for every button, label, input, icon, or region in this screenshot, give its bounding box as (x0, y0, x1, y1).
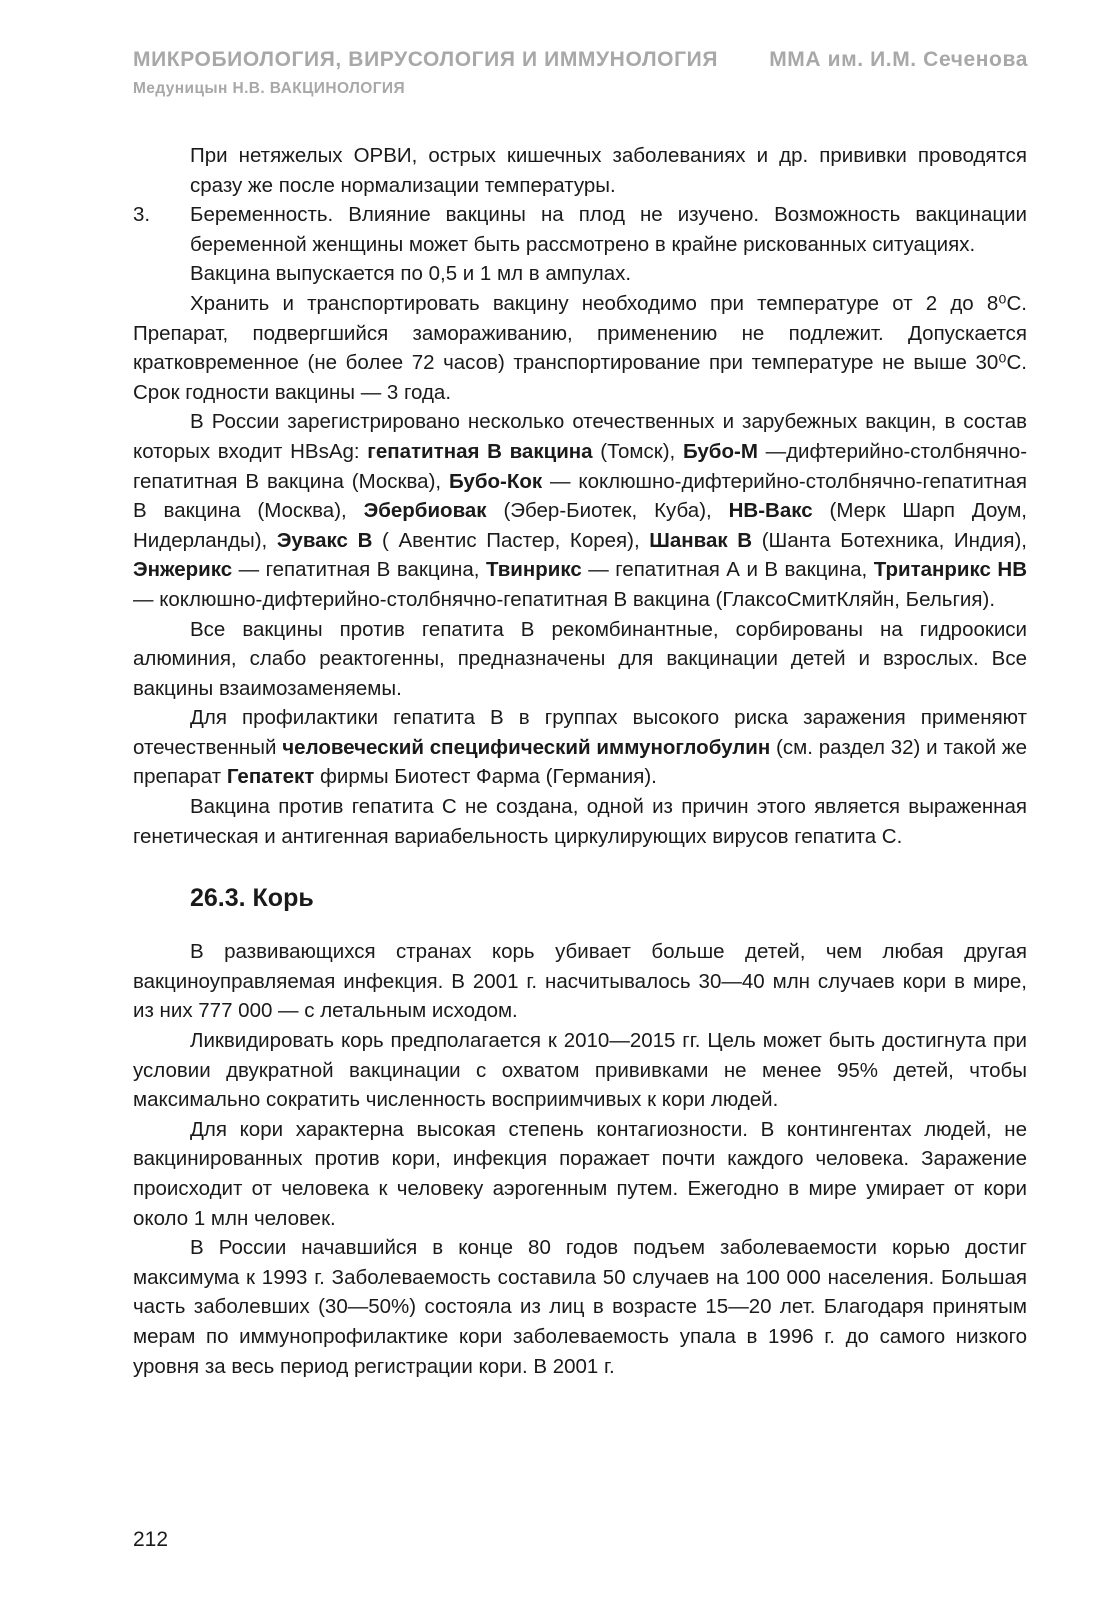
vaccine-name: Шанвак В (649, 528, 753, 552)
running-header (133, 48, 1028, 72)
paragraph-measles-4: В России начавшийся в конце 80 годов подъем заболеваемости корью достиг максимума к 1993 г. Заболеваемость составила 50 случаев на 100 000 населения. Большая часть заболевших (30—50%) состояла из лиц в возрасте 15—20 лет. Благодаря принятым мерам по иммунопрофилактике кори заболеваемость упала в 1996 г. до самого низкого уровня за весь период регистрации кори. В 2001 г. (133, 1236, 1027, 1378)
paragraph-storage: Хранить и транспортировать вакцину необходимо при температуре от 2 до 8⁰С. Препарат, подвергшийся замораживанию, применению не подлежит. Допускается кратковременное (не более 72 часов) транспортирование при температуре не выше 30⁰С. Срок годности вакцины — 3 года. (133, 291, 1027, 404)
header-institution: ММА им. И.М. Сеченова (769, 48, 1028, 71)
list-item-3 (133, 200, 1027, 259)
header-book-title: МИКРОБИОЛОГИЯ, ВИРУСОЛОГИЯ И ИММУНОЛОГИЯ (133, 48, 719, 71)
paragraph-measles-1: В развивающихся странах корь убивает больше детей, чем любая другая вакциноуправляемая инфекция. В 2001 г. насчитывалось 30—40 млн случаев кори в мире, из них 777 000 — с летальным исходом. (133, 940, 1027, 1023)
vaccine-name: НВ-Вакс (728, 499, 813, 523)
vaccine-name: Бубо-М (682, 439, 758, 463)
drug-name: человеческий специфический иммуноглобулин (282, 735, 771, 759)
vaccine-name: Твинрикс (485, 558, 582, 582)
paragraph-prophylaxis: Для профилактики гепатита В в группах высокого риска заражения применяют отечественный человеческий специфический иммуноглобулин (см. раздел 32) и такой же препарат Гепатект фирмы Биотест Фарма (Германия). (133, 706, 1027, 789)
list-item-text: Беременность. Влияние вакцины на плод не изучено. Возможность вакцинации беременной женщины может быть рассмотрено в крайне рискованных ситуациях. (190, 203, 1027, 256)
header-subtitle: Медуницын Н.В. ВАКЦИНОЛОГИЯ (133, 80, 406, 97)
paragraph-hepatitis-c: Вакцина против гепатита С не создана, одной из причин этого является выраженная генетическая и антигенная вариабельность циркулирующих вирусов гепатита С. (133, 795, 1027, 848)
vaccine-name: Энжерикс (133, 558, 233, 582)
paragraph-measles-2: Ликвидировать корь предполагается к 2010—2015 гг. Цель может быть достигнута при условии двукратной вакцинации с охватом прививками не менее 95% детей, чтобы максимально сократить численность восприимчивых к кори людей. (133, 1029, 1027, 1112)
vaccine-name: гепатитная В вакцина (367, 439, 593, 463)
paragraph-measles-3: Для кори характерна высокая степень контагиозности. В контингентах людей, не вакцинированных против кори, инфекция поражает почти каждого человека. Заражение происходит от человека к человеку аэрогенным путем. Ежегодно в мире умирает от кори около 1 млн человек. (133, 1117, 1027, 1230)
vaccine-name: Бубо-Кок (448, 469, 543, 493)
list-item-number: 3. (133, 203, 151, 227)
vaccine-name: Эувакс В (276, 528, 373, 552)
drug-name: Гепатект (226, 765, 315, 789)
paragraph-continuation: При нетяжелых ОРВИ, острых кишечных заболеваниях и др. прививки проводятся сразу же после нормализации температуры. (190, 144, 1027, 197)
page-number: 212 (133, 1528, 169, 1551)
vaccine-name: Тританрикс НВ (873, 558, 1028, 582)
section-heading: 26.3. Корь (190, 884, 314, 913)
paragraph-vaccines: В России зарегистрировано несколько отечественных и зарубежных вакцин, в состав которых входит HBsAg: гепатитная В вакцина (Томск), Бубо-М —дифтерийно-столбнячно-гепатитная В вакцина (Москва), Бубо-Кок — коклюшно-дифтерийно-столбнячно-гепатитная В вакцина (Москва), Эбербиовак (Эбер-Биотек, Куба), НВ-Вакс (Мерк Шарп Доум, Нидерланды), Эувакс В ( Авентис Пастер, Корея), Шанвак В (Шанта Ботехника, Индия), Энжерикс — гепатитная В вакцина, Твинрикс — гепатитная А и В вакцина, Тританрикс НВ — коклюшно-дифтерийно-столбнячно-гепатитная В вакцина (ГлаксоСмитКляйн, Бельгия). (133, 410, 1028, 611)
paragraph-release: Вакцина выпускается по 0,5 и 1 мл в ампулах. (190, 262, 632, 286)
paragraph-all-vaccines: Все вакцины против гепатита В рекомбинантные, сорбированы на гидроокиси алюминия, слабо реактогенны, предназначены для вакцинации детей и взрослых. Все вакцины взаимозаменяемы. (133, 617, 1027, 700)
page-body (133, 141, 1027, 1381)
vaccine-name: Эбербиовак (363, 499, 487, 523)
